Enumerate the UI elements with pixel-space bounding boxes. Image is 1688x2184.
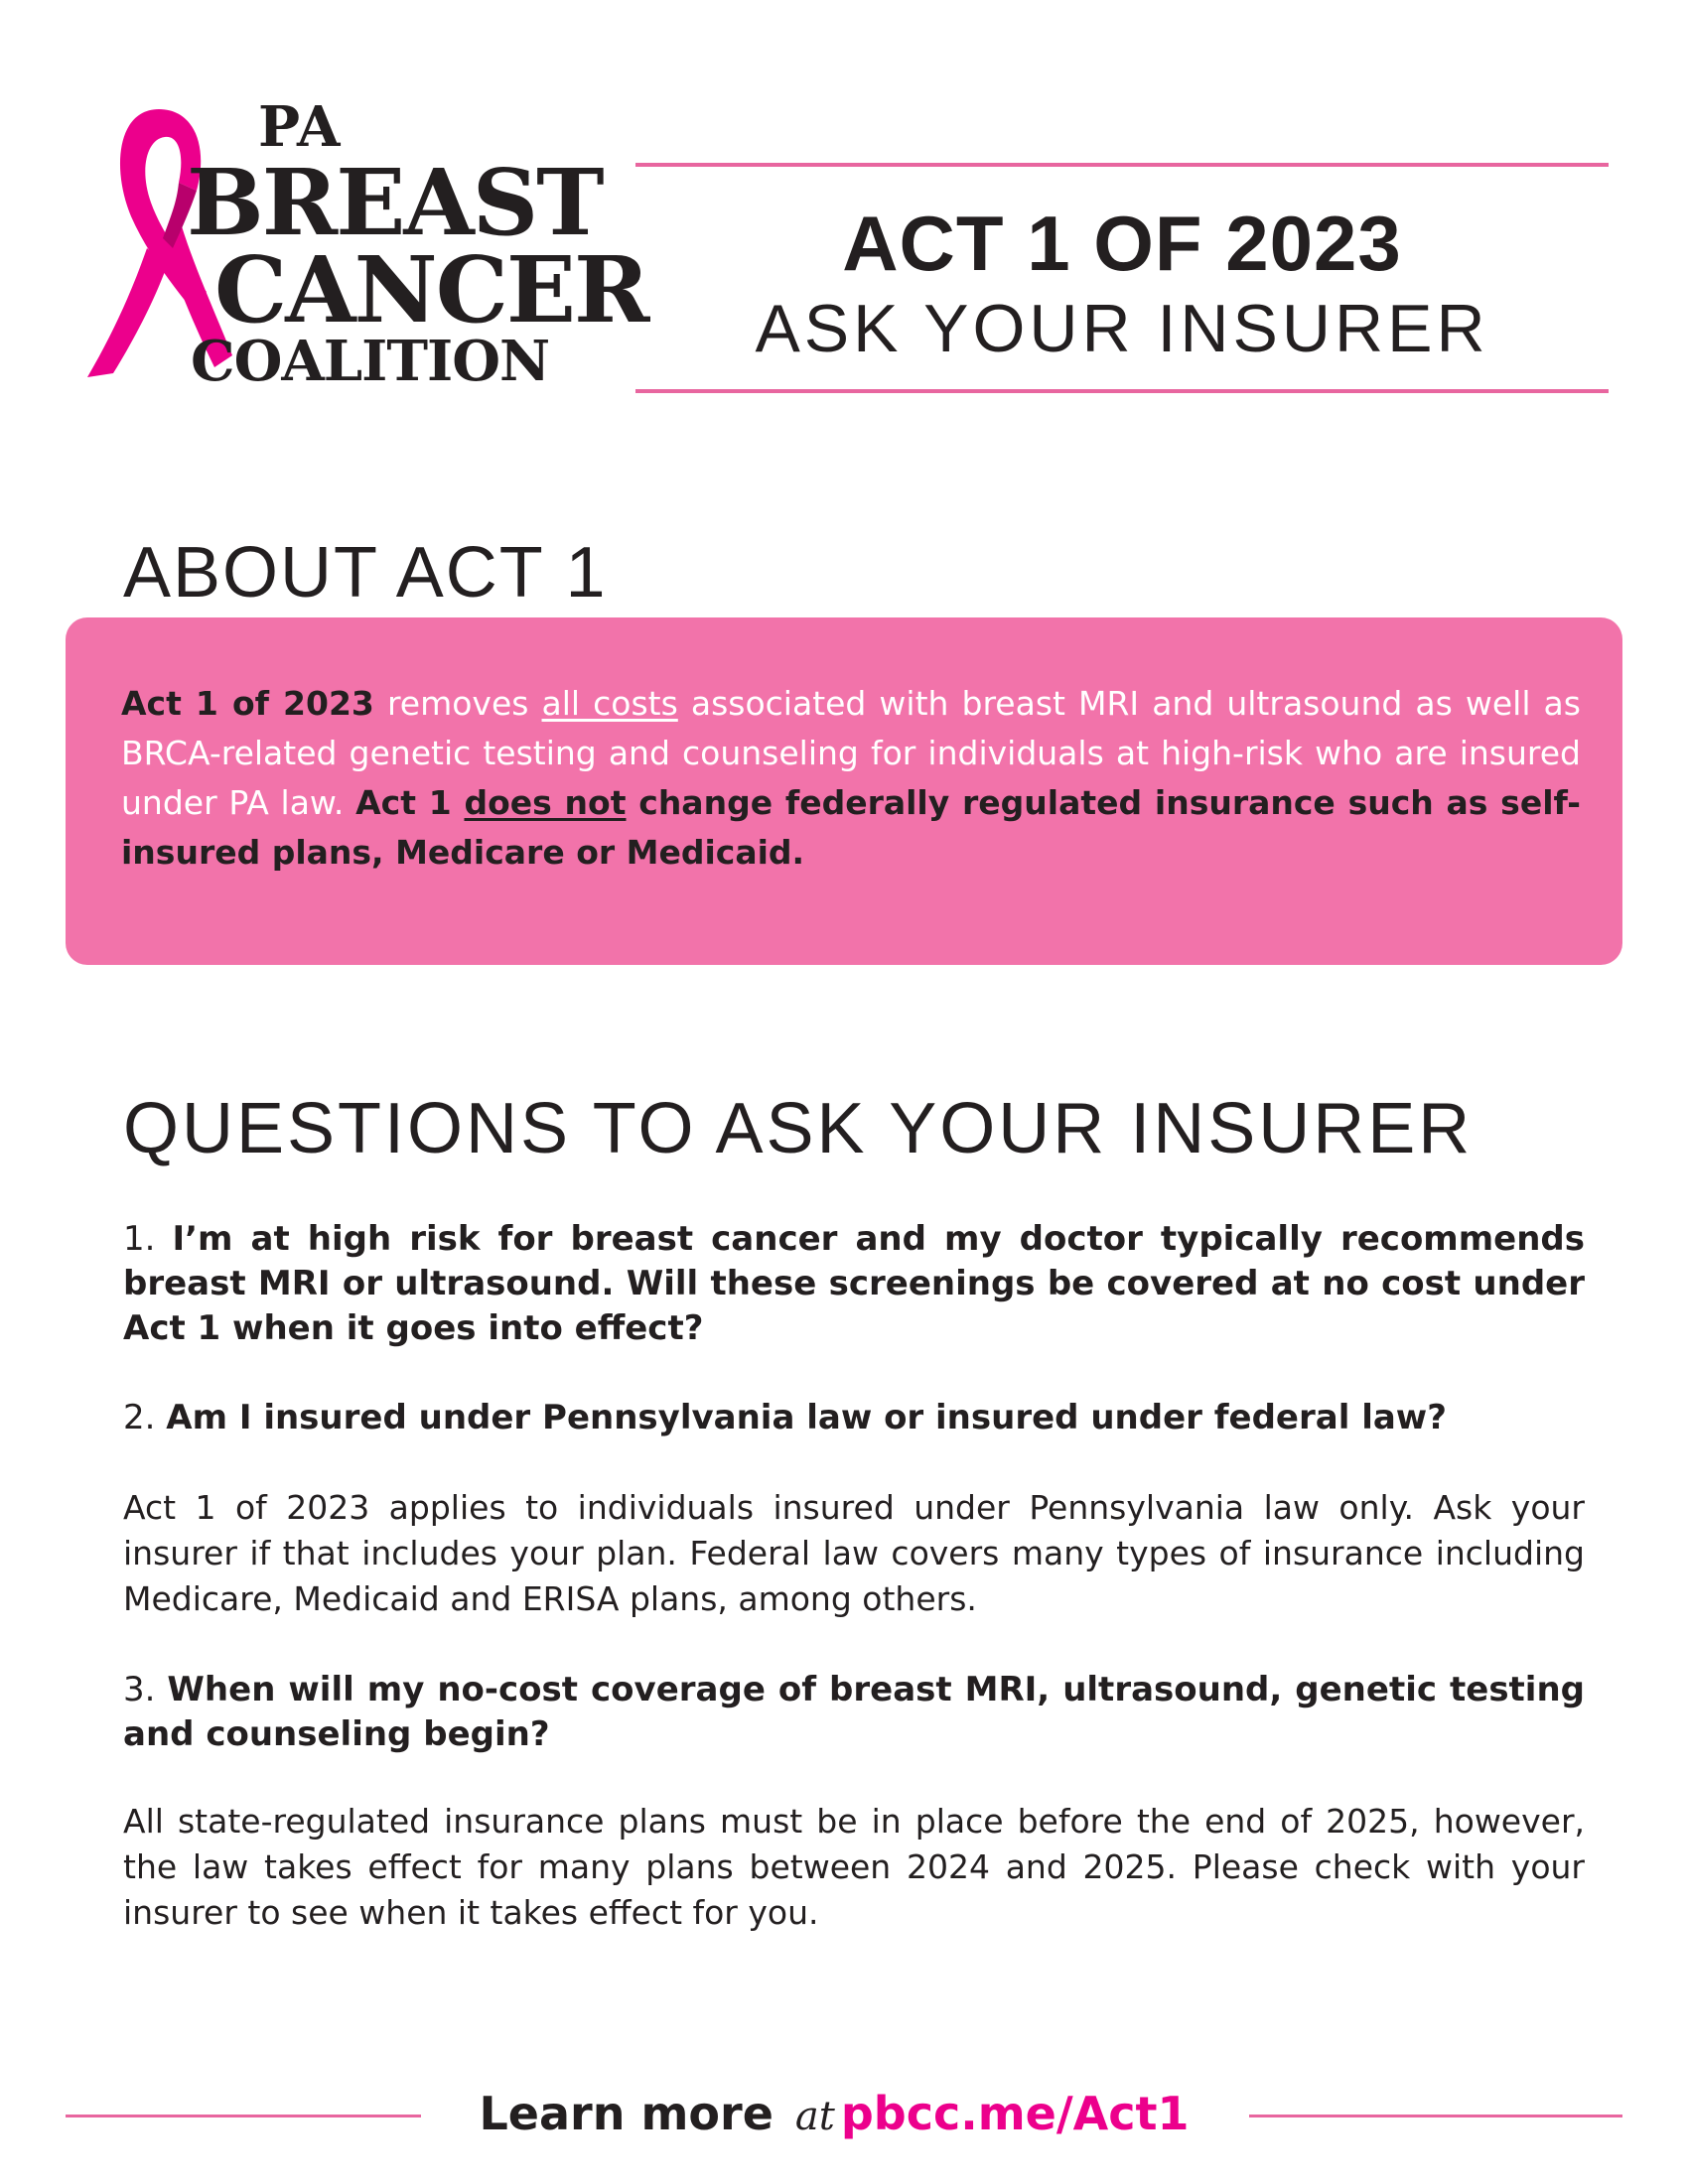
about-text-b: associated with breast MRI and ultrasound as well as BRCA-related genetic testing and counseling for individuals at high-risk who are insured under PA law. [121,684,1581,822]
about-heading: ABOUT ACT 1 [123,533,608,613]
header-divider-bottom [635,389,1609,393]
logo-line-pa: PA [258,94,342,160]
question-3-number: 3. [123,1670,168,1709]
about-bold-federal: change federally regulated insurance such as self-insured plans, Medicare or Medicaid. [121,783,1581,872]
logo-line-coalition: COALITION [191,329,550,394]
question-2-number: 2. [123,1398,167,1437]
logo [87,94,648,397]
answer-3: All state-regulated insurance plans must be in place before the end of 2025, however, the law takes effect for many plans between 2024 and 2025. Please check with your insurer to see when it takes effect for you. [123,1802,1585,1932]
about-bold-act1: Act 1 [355,783,465,822]
about-callout-box [66,617,1622,965]
footer-at: at [794,2094,835,2139]
footer-divider-left [66,2115,421,2117]
about-bold-lead: Act 1 of 2023 [121,684,374,723]
page-subtitle: ASK YOUR INSURER [755,291,1489,366]
question-1-text: I’m at high risk for breast cancer and my doctor typically recommends breast MRI or ultrasound. Will these screenings be covered at no cost under Act 1 when it goes into effect? [123,1219,1585,1348]
about-underline-all-costs: all costs [541,684,678,723]
footer-divider-right [1249,2115,1622,2117]
question-2 [123,1396,1585,1440]
question-2-text: Am I insured under Pennsylvania law or insured under federal law? [166,1398,1447,1437]
question-3-text: When will my no-cost coverage of breast MRI, ultrasound, genetic testing and counseling begin? [123,1670,1586,1754]
about-text-a: removes [373,684,542,723]
footer-learn-more-label: Learn more [479,2087,774,2140]
page-title: ACT 1 OF 2023 [842,200,1402,287]
header-divider-top [635,163,1609,167]
logo-line-cancer: CANCER [214,236,648,343]
footer-link[interactable]: pbcc.me/Act1 [840,2087,1190,2140]
question-1 [123,1217,1585,1351]
about-paragraph [121,679,1581,878]
answer-2: Act 1 of 2023 applies to individuals insured under Pennsylvania law only. Ask your insurer if that includes your plan. Federal law covers many types of insurance including Medicare, Medicaid and ERISA plans, among others. [123,1488,1585,1618]
footer-learn-more [437,2087,1231,2140]
question-3 [123,1668,1585,1757]
about-underline-does-not: does not [464,783,627,822]
questions-heading: QUESTIONS TO ASK YOUR INSURER [123,1089,1474,1168]
logo-line-breast: BREAST [187,149,603,256]
question-1-number: 1. [123,1219,173,1259]
